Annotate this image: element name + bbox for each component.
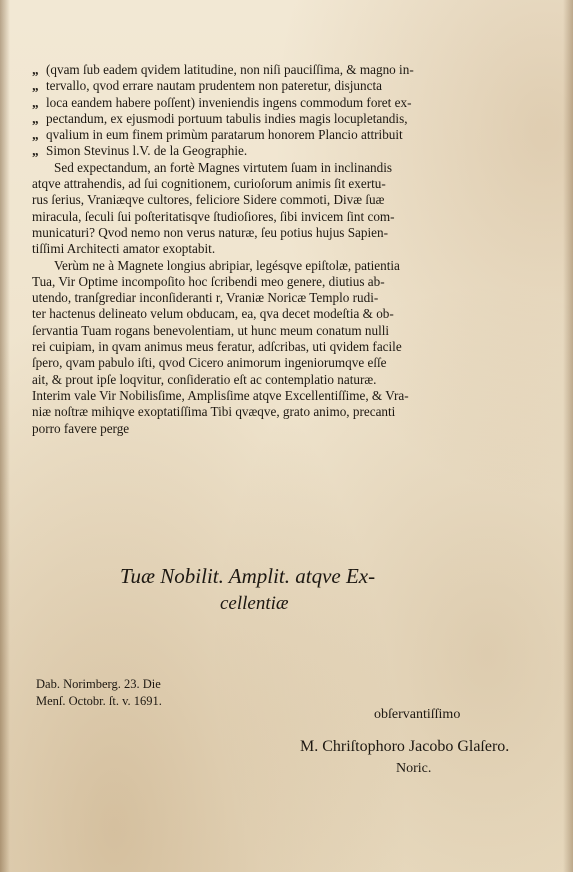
text-line: ait, & prout ipſe loqvitur, conſideratio eſt ac contemplatio naturæ. <box>32 371 377 387</box>
text-line: „ (qvam ſub eadem qvidem latitudine, non niſi pauciſſima, & magno in- <box>32 62 414 77</box>
text-line: rei cuipiam, in qvam animus meus feratur, adſcribas, uti qvidem facile <box>32 339 402 355</box>
paragraph-closing <box>32 258 552 437</box>
quote-mark: „ <box>32 127 39 143</box>
quote-mark: „ <box>32 143 39 159</box>
quote-mark: „ <box>32 110 39 126</box>
quote-mark: „ <box>32 62 39 77</box>
text-line: ter hactenus delineato velum obducam, ea, qva decet modeſtia & ob- <box>32 306 394 322</box>
quote-mark: „ <box>32 78 39 94</box>
text-line: Interim vale Vir Nobilisſime, Amplisſime atqve Excellentiſſime, & Vra- <box>32 387 409 403</box>
text-line: tiſſimi Architecti amator exoptabit. <box>32 241 216 257</box>
signature-line: cellentiæ <box>220 593 289 614</box>
text-line: rus ſerius, Vraniæqve cultores, feliciore Sidere commoti, Divæ ſuæ <box>32 192 385 208</box>
text-line: miracula, ſeculi ſui poſteritatisqve ſtudioſiores, ſibi invicem ſint com- <box>32 208 395 224</box>
date-line <box>36 676 162 710</box>
text-line: ſervantia Tuam rogans benevolentiam, ut hunc meum conatum nulli <box>32 322 390 338</box>
text-line: ſpero, qvam pabulo iſti, qvod Cicero animorum ingeniorumqve eſſe <box>32 355 387 371</box>
signature-line: Tuæ Nobilit. Amplit. atqve Ex- <box>120 564 376 588</box>
page-edge-left <box>0 0 10 872</box>
text-line: „ qvalium in eum finem primùm paratarum honorem Plancio attribuit <box>32 127 403 143</box>
text-line: atqve attrahendis, ad ſui cognitionem, curioſorum animis ſit exertu- <box>32 176 386 192</box>
text-line: niæ noſtræ mihiqve exoptatiſſima Tibi qvæqve, grato animo, precanti <box>32 404 396 420</box>
text-line: Verùm ne à Magnete longius abripiar, legésqve epiſtolæ, patientia <box>54 257 400 273</box>
page-edge-right <box>563 0 573 872</box>
paragraph-magnet <box>32 160 552 258</box>
author-origin: Noric. <box>396 761 432 776</box>
text-line: Sed expectandum, an fortè Magnes virtutem ſuam in inclinandis <box>54 159 393 175</box>
closing-word: obſervantiſſimo <box>374 707 461 722</box>
text-line: utendo, tranſgrediar inconſideranti r, Vraniæ Noricæ Templo rudi- <box>32 290 379 306</box>
signature-salutation <box>120 562 375 618</box>
author-name: M. Chriſtophoro Jacobo Glaſero. <box>300 738 510 755</box>
text-line: Tua, Vir Optime incompoſito hoc ſcribendi meo genere, diutius ab- <box>32 273 385 289</box>
text-line: municaturi? Qvod nemo non verus naturæ, ſeu potius hujus Sapien- <box>32 224 389 240</box>
text-line: „ loca eandem habere poſſent) inveniendis ingens commodum foret ex- <box>32 94 412 110</box>
date-text: Dab. Norimberg. 23. Die <box>36 677 161 691</box>
text-line: „ pectandum, ex ejusmodi portuum tabulis indies magis locupletandis, <box>32 110 408 126</box>
quote-mark: „ <box>32 94 39 110</box>
text-line: porro favere perge <box>32 420 130 436</box>
paragraph-quoted <box>32 62 552 160</box>
letter-body <box>32 62 552 437</box>
text-line: „ tervallo, qvod errare nautam prudentem non pateretur, disjuncta <box>32 78 382 94</box>
date-text: Menſ. Octobr. ſt. v. 1691. <box>36 694 162 708</box>
text-line: „ Simon Stevinus l.V. de la Geographie. <box>32 143 248 159</box>
